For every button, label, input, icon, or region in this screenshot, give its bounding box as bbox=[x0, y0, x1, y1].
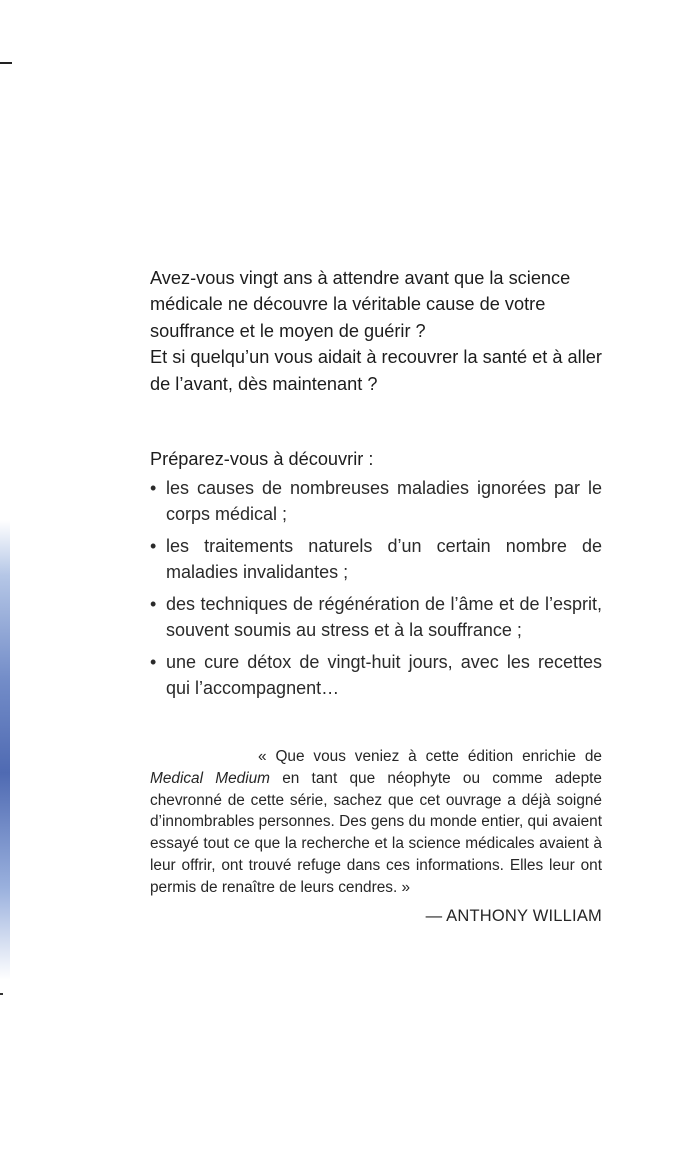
quote-book-title: Medical Medium bbox=[150, 769, 270, 787]
back-cover-text bbox=[150, 265, 602, 927]
quote-author: — ANTHONY WILLIAM bbox=[425, 906, 602, 925]
list-item-text: les causes de nombreuses maladies ignorées par le corps médical ; bbox=[166, 478, 602, 524]
discover-heading: Préparez-vous à découvrir : bbox=[150, 449, 374, 470]
quote-text bbox=[150, 746, 602, 899]
intro-question-2: Et si quelqu’un vous aidait à recouvrer la santé et à aller de l’avant, dès maintenant ? bbox=[150, 347, 602, 394]
list-item-text: les traitements naturels d’un certain nombre de maladies invalidantes ; bbox=[166, 536, 602, 582]
bullet-icon: • bbox=[150, 594, 157, 615]
list-item-text: des techniques de régénération de l’âme et de l’esprit, souvent soumis au stress et à la souffrance ; bbox=[166, 594, 602, 640]
bullet-icon: • bbox=[150, 536, 157, 557]
list-item bbox=[150, 476, 602, 527]
quote-part-2: en tant que néophyte ou comme adepte chevronné de cette série, sachez que cet ouvrage a déjà soigné d’innombrables personnes. Des gens du monde entier, qui avaient essayé tout ce que la recherche et la science médicales avaient à leur offrir, ont trouvé refuge dans ces informations. Elles leur ont permis de renaître de leurs cendres. » bbox=[150, 769, 602, 896]
crop-mark-top bbox=[0, 62, 12, 64]
intro-question-1: Avez-vous vingt ans à attendre avant que la science médicale ne découvre la véritable cause de votre souffrance et le moyen de guérir ? bbox=[150, 268, 571, 341]
intro-section bbox=[150, 265, 602, 397]
bullet-icon: • bbox=[150, 478, 157, 499]
crop-mark-bottom bbox=[0, 993, 3, 995]
list-item bbox=[150, 650, 602, 701]
list-item bbox=[150, 534, 602, 585]
testimonial-quote bbox=[150, 746, 602, 927]
list-item-text: une cure détox de vingt-huit jours, avec les recettes qui l’accompagnent… bbox=[166, 652, 602, 698]
list-item bbox=[150, 592, 602, 643]
bullet-icon: • bbox=[150, 652, 157, 673]
quote-part-1: « Que vous veniez à cette édition enrichie de bbox=[258, 748, 602, 766]
cover-spine-edge bbox=[0, 520, 10, 980]
discover-list bbox=[150, 476, 602, 701]
